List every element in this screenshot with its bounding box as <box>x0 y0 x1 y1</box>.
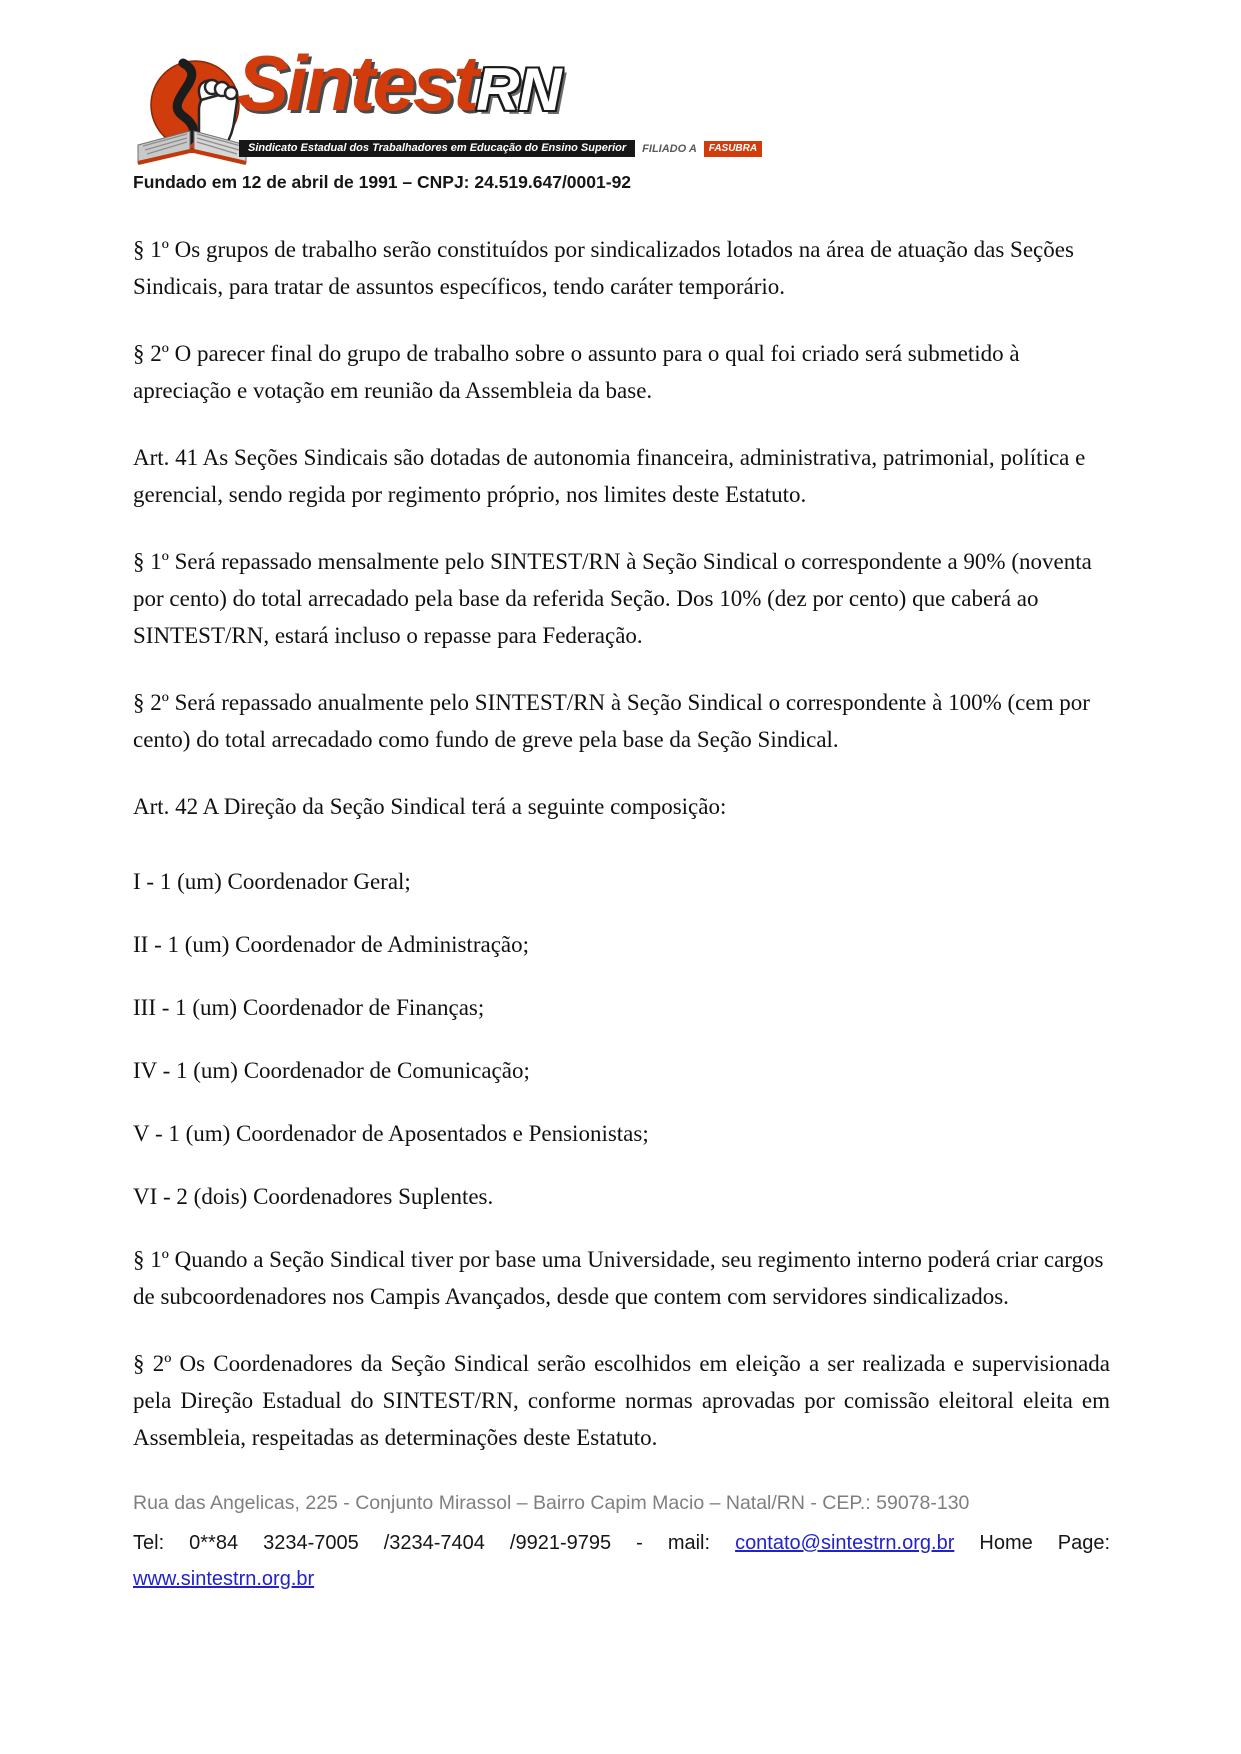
list-item-5: V - 1 (um) Coordenador de Aposentados e Pensionistas; <box>133 1121 649 1146</box>
footer-contact-prefix: Tel: 0**84 3234-7005 /3234-7404 /9921-9795 - mail: <box>133 1532 711 1554</box>
list-item-3: III - 1 (um) Coordenador de Finanças; <box>133 995 485 1020</box>
union-tagline: Sindicato Estadual dos Trabalhadores em Educação do Ensino Superior <box>239 140 635 157</box>
statute-body <box>133 231 1110 1456</box>
list-item-2: II - 1 (um) Coordenador de Administração; <box>133 932 529 957</box>
brand-suffix: RN <box>476 56 561 123</box>
paragraph-art41-s2: § 2º Será repassado anualmente pelo SINTEST/RN à Seção Sindical o correspondente à 100% (cem por cento) do total arrecadado como fundo de greve pela base da Seção Sindical. <box>133 690 1090 752</box>
website-link[interactable]: www.sintestrn.org.br <box>133 1568 315 1590</box>
brand-wordmark <box>237 39 561 127</box>
paragraph-2: § 2º O parecer final do grupo de trabalho sobre o assunto para o qual foi criado será submetido à apreciação e votação em reunião da Assembleia da base. <box>133 341 1020 403</box>
footer-homepage-label: Home Page: <box>979 1532 1110 1554</box>
list-item-4: IV - 1 (um) Coordenador de Comunicação; <box>133 1058 530 1083</box>
email-link[interactable]: contato@sintestrn.org.br <box>735 1532 955 1554</box>
affiliation-prefix: FILIADO A <box>642 142 697 155</box>
composition-list <box>133 863 1110 1215</box>
paragraph-art42-s2: § 2º Os Coordenadores da Seção Sindical serão escolhidos em eleição a ser realizada e supervisionada pela Direção Estadual do SINTEST/RN, conforme normas aprovadas por comissão eleitoral eleita em Assembleia, respeitadas as determinações deste Estatuto. <box>133 1351 1110 1450</box>
founding-cnpj-line: Fundado em 12 de abril de 1991 – CNPJ: 24.519.647/0001-92 <box>133 172 632 192</box>
list-item-6: VI - 2 (dois) Coordenadores Suplentes. <box>133 1184 494 1209</box>
paragraph-1: § 1º Os grupos de trabalho serão constituídos por sindicalizados lotados na área de atuação das Seções Sindicais, para tratar de assuntos específicos, tendo caráter temporário. <box>133 237 1074 299</box>
list-item-1: I - 1 (um) Coordenador Geral; <box>133 869 411 894</box>
footer-contact-line <box>133 1528 1110 1558</box>
paragraph-art42-s1: § 1º Quando a Seção Sindical tiver por base uma Universidade, seu regimento interno poderá criar cargos de subcoordenadores nos Campis Avançados, desde que contem com servidores sindicalizados. <box>133 1247 1104 1309</box>
fist-and-book-icon <box>133 58 251 170</box>
paragraph-art-42: Art. 42 A Direção da Seção Sindical terá a seguinte composição: <box>133 794 727 819</box>
paragraph-art-41: Art. 41 As Seções Sindicais são dotadas de autonomia financeira, administrativa, patrimonial, política e gerencial, sendo regida por regimento próprio, nos limites deste Estatuto. <box>133 445 1086 507</box>
sintest-logo <box>133 39 1110 164</box>
fasubra-badge: FASUBRA <box>704 141 762 157</box>
paragraph-art41-s1: § 1º Será repassado mensalmente pelo SINTEST/RN à Seção Sindical o correspondente a 90% (noventa por cento) do total arrecadado pela base da referida Seção. Dos 10% (dez por cento) que caberá ao SINTEST/RN, estará incluso o repasse para Federação. <box>133 549 1092 648</box>
brand-name: Sintest <box>237 39 477 127</box>
page-footer <box>133 1492 1110 1593</box>
footer-address: Rua das Angelicas, 225 - Conjunto Mirassol – Bairro Capim Macio – Natal/RN - CEP.: 59078-130 <box>133 1492 970 1514</box>
